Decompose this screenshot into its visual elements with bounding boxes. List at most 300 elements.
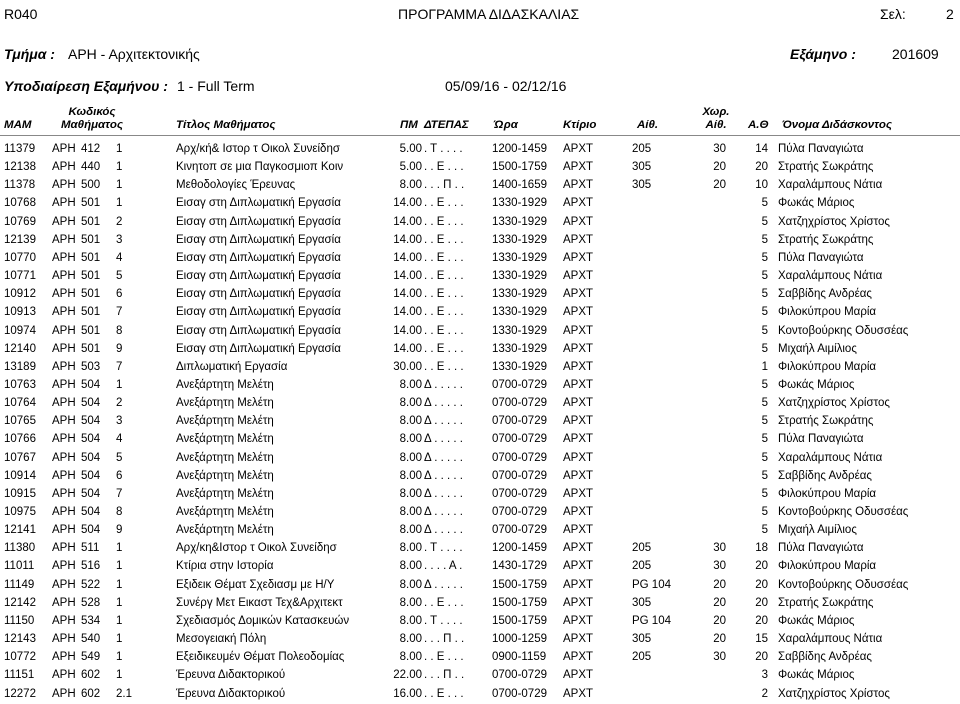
cell-instructor: Πύλα Παναγιώτα — [778, 433, 864, 446]
cell-subject: ΑΡΗ — [52, 179, 76, 192]
cell-building: ΑΡΧΤ — [563, 179, 594, 192]
cell-time: 1000-1259 — [492, 633, 547, 646]
cell-time: 1330-1929 — [492, 360, 547, 373]
cell-building: ΑΡΧΤ — [563, 433, 594, 446]
cell-building: ΑΡΧΤ — [563, 215, 594, 228]
cell-section: 1 — [116, 578, 123, 591]
cell-section: 1 — [116, 633, 123, 646]
cell-building: ΑΡΧΤ — [563, 687, 594, 700]
cell-days: Δ . . . . . — [424, 378, 463, 391]
cell-section: 8 — [116, 324, 123, 337]
cell-title: Ανεξάρτητη Μελέτη — [176, 433, 274, 446]
cell-section: 7 — [116, 360, 123, 373]
cell-days: Δ . . . . . — [424, 397, 463, 410]
cell-number: 504 — [81, 524, 101, 537]
cell-days: Δ . . . . . — [424, 433, 463, 446]
cell-title: Ανεξάρτητη Μελέτη — [176, 506, 274, 518]
cell-subject: ΑΡΗ — [52, 596, 76, 609]
cell-enrolled: 5 — [761, 415, 768, 428]
cell-enrolled: 5 — [761, 306, 768, 319]
cell-building: ΑΡΧΤ — [563, 524, 594, 537]
table-row — [0, 649, 960, 667]
cell-mam: 10769 — [4, 215, 36, 228]
cell-pm: 30.00 — [393, 360, 422, 373]
cell-enrolled: 20 — [755, 560, 768, 573]
cell-instructor: Φιλοκύπρου Μαρία — [778, 306, 877, 319]
department-label: Τμήμα : — [4, 46, 55, 62]
cell-building: ΑΡΧΤ — [563, 397, 594, 410]
cell-subject: ΑΡΗ — [52, 578, 76, 591]
cell-time: 1500-1759 — [492, 161, 547, 174]
cell-instructor: Κοντοβούρκης Οδυσσέας — [778, 578, 909, 591]
cell-number: 540 — [81, 633, 101, 646]
cell-enrolled: 5 — [761, 324, 768, 337]
cell-mam: 11151 — [4, 669, 35, 682]
cell-time: 0700-0729 — [492, 469, 547, 482]
table-row — [0, 395, 960, 413]
cell-time: 1330-1929 — [492, 233, 547, 246]
cell-capacity: 20 — [713, 179, 726, 192]
cell-building: ΑΡΧΤ — [563, 288, 594, 301]
table-row — [0, 268, 960, 286]
cell-subject: ΑΡΗ — [52, 560, 76, 573]
cell-instructor: Φιλοκύπρου Μαρία — [778, 360, 877, 373]
cell-mam: 11150 — [4, 614, 35, 627]
page-number: 2 — [946, 6, 954, 22]
cell-room: 305 — [632, 179, 652, 192]
cell-number: 501 — [81, 233, 101, 246]
col-time: Ώρα — [494, 119, 518, 131]
cell-mam: 10768 — [4, 197, 36, 210]
cell-pm: 8.00 — [399, 524, 422, 537]
cell-number: 534 — [81, 614, 101, 627]
cell-pm: 8.00 — [399, 378, 422, 391]
cell-instructor: Φωκάς Μάριος — [778, 378, 855, 391]
semester-label: Εξάμηνο : — [790, 46, 856, 62]
header-rule — [0, 135, 960, 136]
cell-instructor: Μιχαήλ Αιμίλιος — [778, 524, 857, 537]
cell-instructor: Χαραλάμπους Νάτια — [778, 633, 883, 646]
cell-building: ΑΡΧΤ — [563, 614, 594, 627]
cell-building: ΑΡΧΤ — [563, 542, 594, 555]
cell-time: 1400-1659 — [492, 179, 547, 192]
cell-time: 1330-1929 — [492, 197, 547, 210]
cell-title: Κινητοπ σε μια Παγκοσμιοπ Κοιν — [176, 161, 344, 174]
cell-enrolled: 5 — [761, 270, 768, 283]
cell-number: 504 — [81, 397, 101, 410]
col-room: Αίθ. — [637, 119, 659, 131]
table-row — [0, 540, 960, 558]
cell-instructor: Χατζηχρίστος Χρίστος — [778, 687, 890, 700]
cell-subject: ΑΡΗ — [52, 415, 76, 428]
cell-subject: ΑΡΗ — [52, 487, 76, 500]
cell-mam: 12138 — [4, 161, 36, 174]
cell-building: ΑΡΧΤ — [563, 560, 594, 573]
cell-section: 1 — [116, 651, 123, 664]
cell-mam: 12140 — [4, 342, 36, 355]
cell-number: 501 — [81, 270, 101, 283]
cell-mam: 10771 — [4, 270, 36, 283]
cell-days: . . Ε . . . — [424, 270, 464, 283]
cell-pm: 14.00 — [393, 215, 422, 228]
cell-time: 1500-1759 — [492, 578, 547, 591]
cell-section: 1 — [116, 596, 123, 609]
cell-pm: 8.00 — [399, 633, 422, 646]
cell-subject: ΑΡΗ — [52, 614, 76, 627]
cell-time: 0700-0729 — [492, 433, 547, 446]
cell-mam: 11380 — [4, 542, 36, 555]
cell-title: Εισαγ στη Διπλωματική Εργασία — [176, 342, 341, 355]
cell-capacity: 30 — [713, 651, 726, 664]
cell-subject: ΑΡΗ — [52, 342, 76, 355]
cell-pm: 8.00 — [399, 542, 422, 555]
cell-instructor: Σαββίδης Ανδρέας — [778, 651, 872, 664]
col-title: Τίτλος Μαθήματος — [176, 119, 276, 131]
cell-section: 5 — [116, 451, 123, 464]
cell-capacity: 30 — [713, 143, 726, 155]
table-row — [0, 195, 960, 213]
cell-pm: 8.00 — [399, 614, 422, 627]
cell-time: 0700-0729 — [492, 378, 547, 391]
page-label: Σελ: — [880, 6, 906, 22]
cell-days: Δ . . . . . — [424, 578, 463, 591]
cell-time: 0700-0729 — [492, 687, 547, 700]
cell-instructor: Πύλα Παναγιώτα — [778, 542, 864, 555]
cell-building: ΑΡΧΤ — [563, 633, 594, 646]
cell-time: 0700-0729 — [492, 487, 547, 500]
cell-enrolled: 1 — [761, 360, 768, 373]
table-row — [0, 431, 960, 449]
cell-number: 504 — [81, 433, 101, 446]
cell-instructor: Φωκάς Μάριος — [778, 197, 855, 210]
cell-mam: 10763 — [4, 378, 36, 391]
cell-mam: 10770 — [4, 251, 36, 264]
cell-enrolled: 14 — [755, 143, 768, 155]
cell-number: 504 — [81, 378, 101, 391]
cell-days: . . Ε . . . — [424, 651, 464, 664]
cell-subject: ΑΡΗ — [52, 197, 76, 210]
cell-title: Διπλωματική Εργασία — [176, 360, 288, 373]
table-row — [0, 377, 960, 395]
cell-pm: 14.00 — [393, 306, 422, 319]
cell-number: 501 — [81, 324, 101, 337]
table-row — [0, 177, 960, 195]
cell-number: 503 — [81, 360, 101, 373]
cell-subject: ΑΡΗ — [52, 433, 76, 446]
table-row — [0, 613, 960, 631]
cell-instructor: Φιλοκύπρου Μαρία — [778, 560, 877, 573]
cell-days: . . Ε . . . — [424, 596, 464, 609]
cell-title: Εξιδεικ Θέματ Σχεδιασμ με Η/Υ — [176, 578, 335, 591]
cell-subject: ΑΡΗ — [52, 270, 76, 283]
cell-pm: 5.00 — [399, 161, 422, 174]
table-row — [0, 450, 960, 468]
cell-enrolled: 5 — [761, 215, 768, 228]
cell-instructor: Χαραλάμπους Νάτια — [778, 451, 883, 464]
cell-time: 1200-1459 — [492, 542, 547, 555]
cell-enrolled: 15 — [755, 633, 768, 646]
cell-mam: 10764 — [4, 397, 36, 410]
cell-title: Αρχ/κή& Ιστορ τ Οικολ Συνείδησ — [176, 143, 340, 155]
cell-title: Ανεξάρτητη Μελέτη — [176, 397, 274, 410]
table-row — [0, 341, 960, 359]
cell-title: Κτίρια στην Ιστορία — [176, 560, 274, 573]
cell-time: 1330-1929 — [492, 288, 547, 301]
cell-number: 602 — [81, 687, 101, 700]
cell-instructor: Χαραλάμπους Νάτια — [778, 270, 883, 283]
cell-time: 1500-1759 — [492, 596, 547, 609]
cell-room: 205 — [632, 651, 652, 664]
cell-building: ΑΡΧΤ — [563, 596, 594, 609]
cell-pm: 8.00 — [399, 433, 422, 446]
cell-enrolled: 20 — [755, 614, 768, 627]
cell-pm: 8.00 — [399, 451, 422, 464]
cell-title: Εξειδικευμέν Θέματ Πολεοδομίας — [176, 651, 345, 664]
department-value: ΑΡΗ - Αρχιτεκτονικής — [68, 46, 200, 62]
cell-days: . . Ε . . . — [424, 161, 464, 174]
cell-mam: 11378 — [4, 179, 36, 192]
cell-subject: ΑΡΗ — [52, 306, 76, 319]
cell-days: Δ . . . . . — [424, 451, 463, 464]
cell-days: . . Ε . . . — [424, 197, 464, 210]
subperiod-value: 1 - Full Term — [177, 78, 255, 94]
col-enrolled: Α.Θ — [748, 119, 769, 131]
cell-number: 504 — [81, 415, 101, 428]
cell-time: 1330-1929 — [492, 270, 547, 283]
cell-section: 1 — [116, 614, 123, 627]
cell-instructor: Πύλα Παναγιώτα — [778, 143, 864, 155]
cell-mam: 12142 — [4, 596, 36, 609]
cell-time: 0700-0729 — [492, 506, 547, 518]
cell-number: 511 — [81, 542, 100, 555]
cell-instructor: Στρατής Σωκράτης — [778, 596, 874, 609]
cell-section: 1 — [116, 197, 123, 210]
cell-number: 549 — [81, 651, 101, 664]
cell-number: 412 — [81, 143, 101, 155]
cell-number: 528 — [81, 596, 101, 609]
cell-enrolled: 3 — [761, 669, 768, 682]
cell-days: . . Ε . . . — [424, 251, 464, 264]
cell-mam: 12143 — [4, 633, 36, 646]
cell-section: 6 — [116, 469, 123, 482]
cell-enrolled: 2 — [761, 687, 768, 700]
col-code — [52, 106, 132, 132]
cell-title: Μεσογειακή Πόλη — [176, 633, 267, 646]
cell-mam: 10975 — [4, 506, 36, 518]
cell-days: . . Ε . . . — [424, 233, 464, 246]
cell-days: . . Ε . . . — [424, 324, 464, 337]
cell-number: 500 — [81, 179, 101, 192]
cell-instructor: Στρατής Σωκράτης — [778, 233, 874, 246]
cell-subject: ΑΡΗ — [52, 215, 76, 228]
cell-days: Δ . . . . . — [424, 506, 463, 518]
cell-instructor: Φωκάς Μάριος — [778, 669, 855, 682]
cell-time: 0700-0729 — [492, 397, 547, 410]
cell-instructor: Στρατής Σωκράτης — [778, 161, 874, 174]
cell-days: Δ . . . . . — [424, 487, 463, 500]
cell-subject: ΑΡΗ — [52, 378, 76, 391]
cell-pm: 8.00 — [399, 487, 422, 500]
cell-building: ΑΡΧΤ — [563, 251, 594, 264]
cell-enrolled: 5 — [761, 233, 768, 246]
cell-section: 1 — [116, 542, 123, 555]
cell-mam: 11149 — [4, 578, 35, 591]
cell-section: 6 — [116, 288, 123, 301]
cell-section: 7 — [116, 487, 123, 500]
cell-enrolled: 20 — [755, 578, 768, 591]
cell-building: ΑΡΧΤ — [563, 143, 594, 155]
cell-mam: 12139 — [4, 233, 36, 246]
cell-enrolled: 5 — [761, 506, 768, 518]
cell-title: Εισαγ στη Διπλωματική Εργασία — [176, 251, 341, 264]
cell-building: ΑΡΧΤ — [563, 578, 594, 591]
table-row — [0, 232, 960, 250]
table-row — [0, 686, 960, 704]
cell-subject: ΑΡΗ — [52, 524, 76, 537]
cell-title: Εισαγ στη Διπλωματική Εργασία — [176, 233, 341, 246]
cell-enrolled: 5 — [761, 342, 768, 355]
table-row — [0, 522, 960, 540]
cell-title: Έρευνα Διδακτορικού — [176, 669, 286, 682]
cell-days: Δ . . . . . — [424, 469, 463, 482]
table-row — [0, 413, 960, 431]
cell-capacity: 20 — [713, 161, 726, 174]
cell-subject: ΑΡΗ — [52, 360, 76, 373]
cell-building: ΑΡΧΤ — [563, 161, 594, 174]
cell-time: 1200-1459 — [492, 143, 547, 155]
cell-instructor: Χαραλάμπους Νάτια — [778, 179, 883, 192]
cell-mam: 12272 — [4, 687, 36, 700]
cell-subject: ΑΡΗ — [52, 633, 76, 646]
cell-instructor: Πύλα Παναγιώτα — [778, 251, 864, 264]
cell-mam: 10913 — [4, 306, 36, 319]
cell-title: Ανεξάρτητη Μελέτη — [176, 378, 274, 391]
cell-title: Έρευνα Διδακτορικού — [176, 687, 286, 700]
cell-mam: 11379 — [4, 143, 36, 155]
cell-section: 5 — [116, 270, 123, 283]
cell-title: Εισαγ στη Διπλωματική Εργασία — [176, 288, 341, 301]
table-row — [0, 323, 960, 341]
cell-mam: 11011 — [4, 560, 35, 573]
col-capacity-line2: Αίθ. — [705, 119, 727, 131]
cell-room: PG 104 — [632, 578, 671, 591]
cell-pm: 8.00 — [399, 560, 422, 573]
cell-subject: ΑΡΗ — [52, 669, 76, 682]
table-row — [0, 486, 960, 504]
cell-pm: 14.00 — [393, 342, 422, 355]
cell-section: 1 — [116, 560, 123, 573]
cell-subject: ΑΡΗ — [52, 143, 76, 155]
cell-instructor: Φιλοκύπρου Μαρία — [778, 487, 877, 500]
cell-pm: 5.00 — [399, 143, 422, 155]
cell-pm: 14.00 — [393, 197, 422, 210]
cell-mam: 12141 — [4, 524, 36, 537]
cell-capacity: 30 — [713, 542, 726, 555]
cell-capacity: 20 — [713, 633, 726, 646]
cell-time: 1430-1729 — [492, 560, 547, 573]
cell-number: 504 — [81, 451, 101, 464]
cell-enrolled: 5 — [761, 487, 768, 500]
cell-section: 4 — [116, 433, 123, 446]
cell-pm: 22.00 — [393, 669, 422, 682]
cell-title: Ανεξάρτητη Μελέτη — [176, 469, 274, 482]
cell-instructor: Φωκάς Μάριος — [778, 614, 855, 627]
cell-enrolled: 20 — [755, 161, 768, 174]
cell-mam: 13189 — [4, 360, 36, 373]
cell-time: 1330-1929 — [492, 324, 547, 337]
table-row — [0, 468, 960, 486]
cell-number: 501 — [81, 342, 101, 355]
cell-pm: 8.00 — [399, 469, 422, 482]
cell-subject: ΑΡΗ — [52, 451, 76, 464]
date-range: 05/09/16 - 02/12/16 — [445, 78, 567, 94]
cell-pm: 14.00 — [393, 251, 422, 264]
cell-enrolled: 20 — [755, 651, 768, 664]
cell-number: 504 — [81, 487, 101, 500]
col-days: ΔΤΕΠΑΣ — [424, 119, 469, 131]
table-row — [0, 631, 960, 649]
cell-mam: 10772 — [4, 651, 36, 664]
cell-instructor: Μιχαήλ Αιμίλιος — [778, 342, 857, 355]
subperiod-label: Υποδιαίρεση Εξαμήνου : — [4, 78, 168, 94]
cell-building: ΑΡΧΤ — [563, 324, 594, 337]
cell-section: 2 — [116, 215, 123, 228]
cell-title: Εισαγ στη Διπλωματική Εργασία — [176, 270, 341, 283]
cell-section: 1 — [116, 179, 123, 192]
cell-title: Ανεξάρτητη Μελέτη — [176, 451, 274, 464]
cell-building: ΑΡΧΤ — [563, 197, 594, 210]
col-building: Κτίριο — [563, 119, 597, 131]
cell-days: . . Ε . . . — [424, 687, 464, 700]
cell-subject: ΑΡΗ — [52, 651, 76, 664]
cell-instructor: Κοντοβούρκης Οδυσσέας — [778, 324, 909, 337]
cell-room: 205 — [632, 542, 652, 555]
report-code: R040 — [4, 6, 38, 22]
cell-subject: ΑΡΗ — [52, 288, 76, 301]
cell-time: 1330-1929 — [492, 251, 547, 264]
cell-instructor: Κοντοβούρκης Οδυσσέας — [778, 506, 909, 518]
cell-capacity: 20 — [713, 596, 726, 609]
col-capacity-line1: Χωρ. — [702, 106, 730, 118]
cell-time: 1330-1929 — [492, 342, 547, 355]
cell-mam: 10974 — [4, 324, 36, 337]
cell-title: Μεθοδολογίες Έρευνας — [176, 179, 296, 192]
cell-section: 2 — [116, 397, 123, 410]
cell-title: Εισαγ στη Διπλωματική Εργασία — [176, 197, 341, 210]
table-row — [0, 141, 960, 159]
cell-subject: ΑΡΗ — [52, 542, 76, 555]
table-row — [0, 667, 960, 685]
cell-pm: 16.00 — [393, 687, 422, 700]
cell-days: . . . Π . . — [424, 669, 465, 682]
cell-building: ΑΡΧΤ — [563, 270, 594, 283]
cell-section: 8 — [116, 506, 123, 518]
col-instructor: Όνομα Διδάσκοντος — [782, 119, 892, 131]
cell-title: Σχεδιασμός Δομικών Κατασκευών — [176, 614, 350, 627]
cell-days: . Τ . . . . — [424, 614, 463, 627]
cell-number: 501 — [81, 288, 101, 301]
cell-title: Ανεξάρτητη Μελέτη — [176, 524, 274, 537]
cell-days: . Τ . . . . — [424, 542, 463, 555]
table-row — [0, 558, 960, 576]
cell-title: Αρχ/κη&Ιστορ τ Οικολ Συνείδησ — [176, 542, 337, 555]
cell-enrolled: 5 — [761, 251, 768, 264]
cell-time: 0900-1159 — [492, 651, 547, 664]
cell-number: 504 — [81, 506, 101, 518]
cell-section: 9 — [116, 342, 123, 355]
cell-section: 1 — [116, 143, 123, 155]
cell-mam: 10766 — [4, 433, 36, 446]
